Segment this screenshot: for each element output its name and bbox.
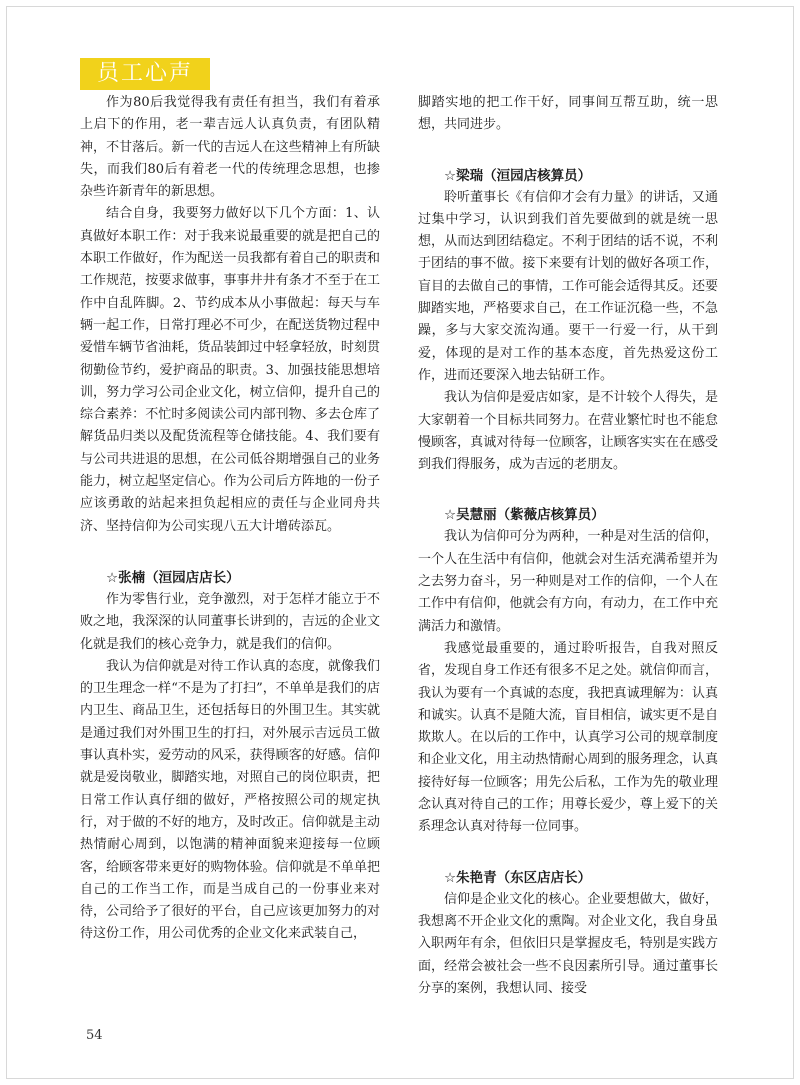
intro-paragraph: 作为80后我觉得我有责任有担当，我们有着承上启下的作用，老一辈吉远人认真负责，有团队精神，不甘落后。新一代的吉远人在这些精神上有所缺失，而我们80后有着老一代的传统理念思想，也掺杂些许新青年的新思想。: [80, 95, 380, 200]
body-paragraph: 我认为信仰就是对待工作认真的态度，就像我们的卫生理念一样“不是为了打扫”，不单单是我们的店内卫生、商品卫生，还包括每日的外围卫生。其实就是通过我们对外围卫生的打扫，对外展示吉远员工做事认真朴实，爱劳动的风采，获得顾客的好感。信仰就是爱岗敬业，脚踏实地，对照自己的岗位职责，把日常工作认真仔细的做好，严格按照公司的规定执行，对于做的不好的地方，及时改正。信仰就是主动热情耐心周到，以饱满的精神面貌来迎接每一位顾客，给顾客带来更好的购物体验。信仰就是不单单把自己的工作当工作，而是当成自己的一份事业来对待，公司给予了很好的平台，自己应该更加努力的对待这份工作，用公司优秀的企业文化来武装自己，: [80, 658, 380, 942]
section-heading-zhuyanqing: ☆朱艳青（东区店店长）: [444, 869, 592, 886]
body-paragraph: 我认为信仰可分为两种，一种是对生活的信仰，一个人在生活中有信仰，他就会对生活充满希望并为之去努力奋斗，另一种则是对工作的信仰，一个人在工作中有信仰，他就会有方向，有动力，在工作中充满活力和激情。: [418, 529, 718, 634]
body-paragraph: 信仰是企业文化的核心。企业要想做大，做好，我想离不开企业文化的熏陶。对企业文化，我自身虽入职两年有余，但依旧只是掌握皮毛，特别是实践方面，经常会被社会一些不良因素所引导。通过董事长分享的案例，我想认同、接受: [418, 891, 718, 996]
intro-paragraph: 结合自身，我要努力做好以下几个方面：1、认真做好本职工作：对于我来说最重要的就是把自己的本职工作做好，作为配送一员我都有着自己的职责和工作规范，按要求做事，事事井井有条才不至于在工作中自乱阵脚。2、节约成本从小事做起：每天与车辆一起工作，日常打理必不可少，在配送货物过程中爱惜车辆节省油耗，货品装卸过中轻拿轻放，时刻贯彻勤俭节约，爱护商品的职责。3、加强技能思想培训，努力学习公司企业文化，树立信仰，提升自己的综合素养：不忙时多阅读公司内部刊物、多去仓库了解货品归类以及配货流程等仓储技能。4、我们要有与公司共进退的思想，在公司低谷期增强自己的业务能力，树立起坚定信心。作为公司后方阵地的一份子应该勇敢的站起来担负起相应的责任与企业同舟共济、坚持信仰为公司实现八五大计增砖添瓦。: [80, 206, 380, 534]
section-heading-zhangnan: ☆张楠（洹园店店长）: [106, 569, 240, 586]
body-paragraph: 聆听董事长《有信仰才会有力量》的讲话，又通过集中学习，认识到我们首先要做到的就是统一思想，从而达到团结稳定。不利于团结的话不说，不利于团结的事不做。接下来要有计划的做好各项工作，盲目的去做自己的事情，工作可能会适得其反。还要脚踏实地，严格要求自己，在工作证沉稳一些，不急躁，多与大家交流沟通。要干一行爱一行，从干到爱，体现的是对工作的基本态度，首先热爱这份工作，进而还要深入地去钻研工作。: [418, 189, 718, 383]
section-heading-wuhuili: ☆吴慧丽（紫薇店核算员）: [444, 507, 605, 524]
body-paragraph: 作为零售行业，竞争激烈，对于怎样才能立于不败之地，我深深的认同董事长讲到的，吉远的企业文化就是我们的核心竞争力，就是我们的信仰。: [80, 591, 380, 652]
section-title: 员工心声: [80, 58, 210, 90]
continued-paragraph: 脚踏实地的把工作干好，同事间互帮互助，统一思想，共同进步。: [418, 95, 718, 133]
left-column: [80, 92, 380, 946]
body-paragraph: 我认为信仰是爱店如家，是不计较个人得失，是大家朝着一个目标共同努力。在营业繁忙时也不能怠慢顾客，真诚对待每一位顾客，让顾客实实在在感受到我们得服务，成为吉远的老朋友。: [418, 390, 718, 473]
body-paragraph: 我感觉最重要的，通过聆听报告，自我对照反省，发现自身工作还有很多不足之处。就信仰而言，我认为要有一个真诚的态度，我把真诚理解为：认真和诚实。认真不是随大流，盲目相信，诚实更不是自欺欺人。在以后的工作中，认真学习公司的规章制度和企业文化，用主动热情耐心周到的服务理念，认真接待好每一位顾客；用先公后私，工作为先的敬业理念认真对待自己的工作；用尊长爱少，尊上爱下的关系理念认真对待每一位同事。: [418, 640, 718, 835]
section-heading-liangrui: ☆梁瑞（洹园店核算员）: [444, 167, 592, 184]
page-number: 54: [86, 1028, 103, 1043]
right-column: [418, 92, 718, 1000]
